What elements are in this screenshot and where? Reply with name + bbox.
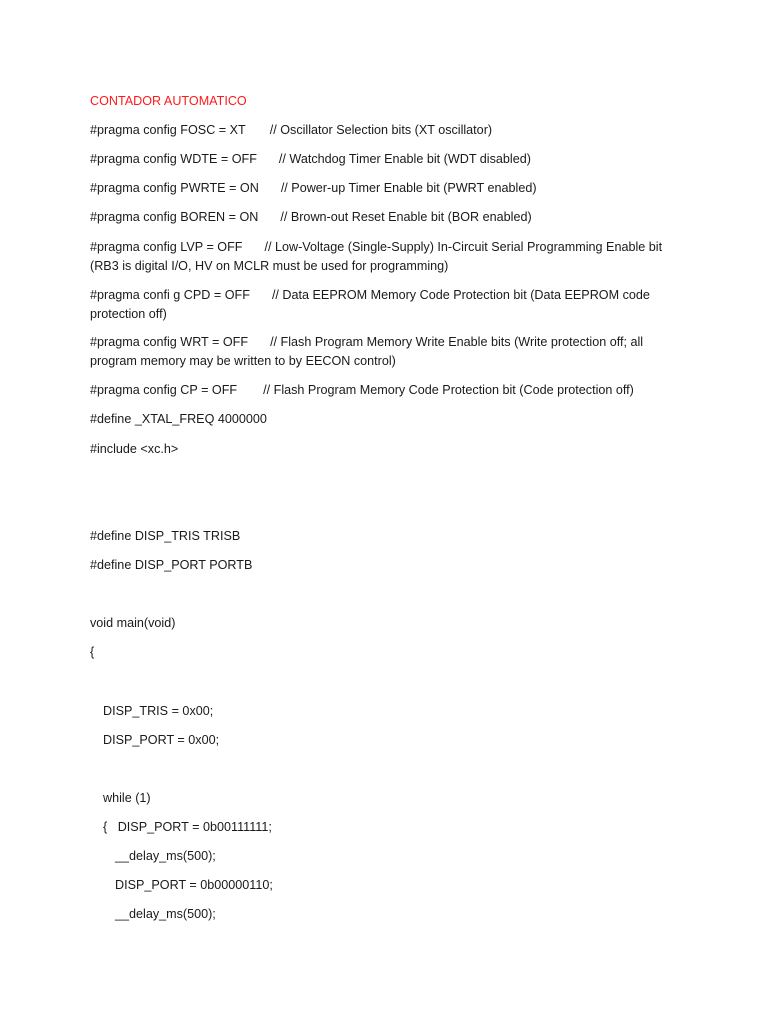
loop-open-port-assignment: { DISP_PORT = 0b00111111; — [103, 820, 272, 834]
include-xc: #include <xc.h> — [90, 442, 179, 456]
pragma-fosc-line — [90, 121, 492, 140]
comment-text: // Watchdog Timer Enable bit (WDT disabled) — [278, 152, 531, 166]
pragma-wrt-line — [90, 333, 643, 352]
pragma-lvp-line — [90, 238, 662, 257]
code-text: #pragma config PWRTE = ON — [90, 181, 259, 195]
document-title: CONTADOR AUTOMATICO — [90, 94, 247, 108]
comment-text: // Data EEPROM Memory Code Protection bit (Data EEPROM code — [271, 288, 650, 302]
while-loop: while (1) — [103, 791, 151, 805]
define-xtal-freq: #define _XTAL_FREQ 4000000 — [90, 412, 267, 426]
comment-text: // Flash Program Memory Write Enable bits (Write protection off; all — [270, 335, 644, 349]
code-text: #pragma config FOSC = XT — [90, 123, 246, 137]
comment-text: // Flash Program Memory Code Protection bit (Code protection off) — [263, 383, 634, 397]
port-assignment-2: DISP_PORT = 0b00000110; — [115, 878, 273, 892]
tris-assignment: DISP_TRIS = 0x00; — [103, 704, 214, 718]
pragma-cpd-continuation: protection off) — [90, 307, 167, 321]
pragma-lvp-continuation: (RB3 is digital I/O, HV on MCLR must be used for programming) — [90, 259, 449, 273]
pragma-wrt-continuation: program memory may be written to by EECON control) — [90, 354, 396, 368]
code-text: #pragma config WDTE = OFF — [90, 152, 257, 166]
comment-text: // Low-Voltage (Single-Supply) In-Circuit Serial Programming Enable bit — [264, 240, 663, 254]
pragma-wdte-line — [90, 150, 531, 169]
pragma-cp-line — [90, 381, 634, 400]
main-signature: void main(void) — [90, 616, 176, 630]
pragma-pwrte-line — [90, 179, 537, 198]
pragma-cpd-line — [90, 286, 650, 305]
comment-text: // Oscillator Selection bits (XT oscillator) — [269, 123, 493, 137]
port-assignment: DISP_PORT = 0x00; — [103, 733, 220, 747]
code-text: #pragma config CP = OFF — [90, 383, 238, 397]
comment-text: // Brown-out Reset Enable bit (BOR enabled) — [280, 210, 532, 224]
comment-text: // Power-up Timer Enable bit (PWRT enabled) — [280, 181, 537, 195]
code-text: #pragma config WRT = OFF — [90, 335, 249, 349]
code-text: #pragma config BOREN = ON — [90, 210, 259, 224]
code-text: #pragma confi g CPD = OFF — [90, 288, 250, 302]
define-disp-port: #define DISP_PORT PORTB — [90, 558, 253, 572]
delay-call-2: __delay_ms(500); — [115, 907, 216, 921]
delay-call-1: __delay_ms(500); — [115, 849, 216, 863]
main-open-brace: { — [90, 645, 95, 659]
code-text: #pragma config LVP = OFF — [90, 240, 243, 254]
pragma-boren-line — [90, 208, 532, 227]
define-disp-tris: #define DISP_TRIS TRISB — [90, 529, 241, 543]
